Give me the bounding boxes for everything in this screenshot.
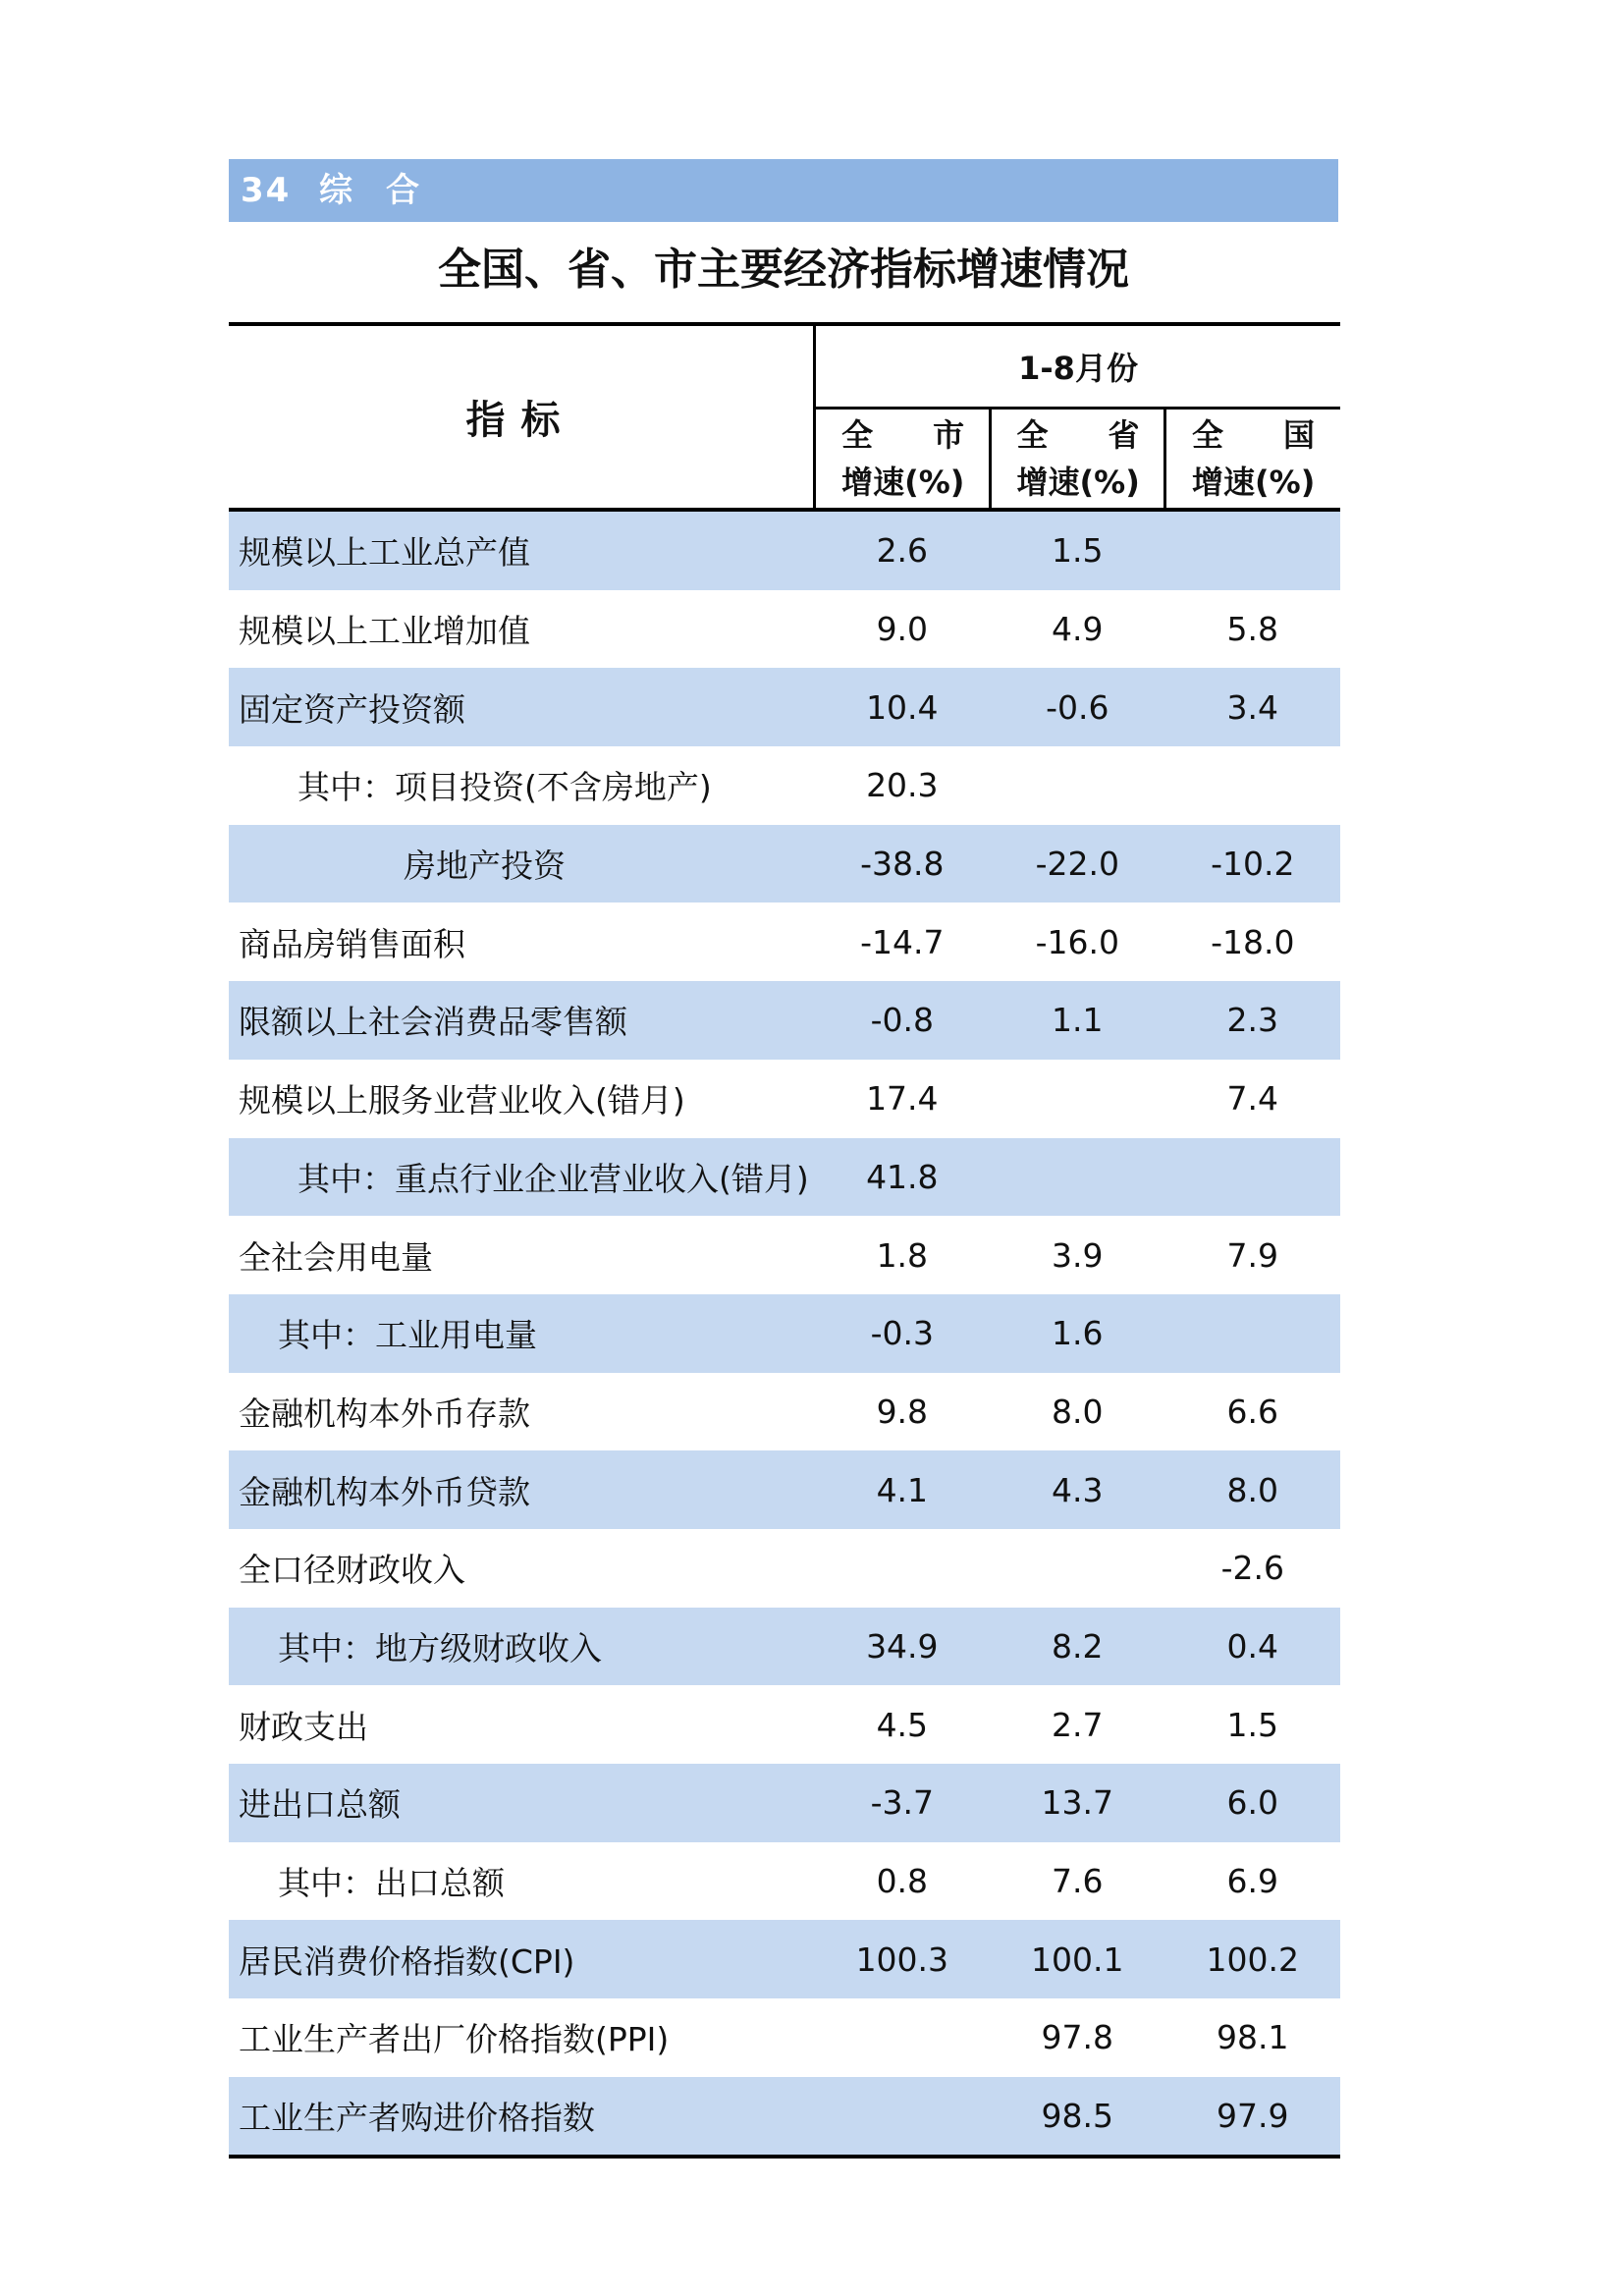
province-value: 1.5 [990, 510, 1164, 590]
table-row [229, 746, 1340, 825]
indicator-name: 商品房销售面积 [239, 924, 465, 963]
section-number: 34 [241, 171, 292, 210]
national-value: 6.0 [1165, 1764, 1340, 1842]
city-value: 0.8 [876, 1862, 929, 1901]
table-row [229, 1920, 1340, 1998]
indicator-name: 规模以上服务业营业收入(错月) [239, 1081, 685, 1121]
table-row [229, 825, 1340, 903]
table-row [229, 1373, 1340, 1451]
indicator-name: 固定资产投资额 [229, 668, 815, 746]
city-value: 20.3 [866, 766, 939, 805]
city-value: -0.8 [815, 981, 990, 1060]
table-row [229, 1450, 1340, 1529]
section-name: 综合 [319, 171, 453, 210]
province-value: 13.7 [990, 1764, 1164, 1842]
national-value: 7.4 [1226, 1079, 1278, 1119]
national-value: 6.9 [1226, 1862, 1278, 1901]
national-value: -18.0 [1211, 922, 1295, 961]
national-value: -10.2 [1165, 825, 1340, 903]
province-value: 97.8 [1041, 2018, 1114, 2057]
city-value: -14.7 [860, 922, 945, 961]
national-value: 1.5 [1226, 1705, 1278, 1744]
national-value: 100.2 [1165, 1920, 1340, 1998]
table-row [229, 1764, 1340, 1842]
indicator-table [229, 322, 1340, 2159]
indicator-name: 全口径财政收入 [239, 1551, 465, 1590]
indicator-column-header: 指标 [229, 324, 815, 510]
indicator-name: 限额以上社会消费品零售额 [229, 981, 815, 1060]
province-value [990, 1138, 1164, 1217]
indicator-name: 房地产投资 [229, 825, 815, 903]
indicator-name: 居民消费价格指数(CPI) [229, 1920, 815, 1998]
city-value: -38.8 [815, 825, 990, 903]
city-value: 100.3 [815, 1920, 990, 1998]
city-value: 4.5 [876, 1705, 929, 1744]
city-value: 9.0 [876, 610, 929, 649]
table-row [229, 590, 1340, 669]
indicator-name: 金融机构本外币存款 [239, 1394, 530, 1433]
province-value: 2.7 [1052, 1705, 1104, 1744]
province-value: 1.6 [990, 1294, 1164, 1373]
city-value: 2.6 [815, 510, 990, 590]
city-value: 41.8 [815, 1138, 990, 1217]
table-title: 全国、省、市主要经济指标增速情况 [438, 245, 1129, 295]
table-row [229, 1060, 1340, 1138]
province-value: 8.0 [1052, 1392, 1104, 1431]
city-value [815, 1998, 990, 2077]
national-value [1165, 510, 1340, 590]
province-value: -0.6 [990, 668, 1164, 746]
section-header-bar [229, 159, 1338, 222]
table-row [229, 1608, 1340, 1686]
province-value: 7.6 [1052, 1862, 1104, 1901]
city-value: 1.8 [876, 1235, 929, 1275]
table-row [229, 668, 1340, 746]
city-value [815, 2077, 990, 2158]
indicator-name: 其中：出口总额 [278, 1864, 505, 1903]
province-value: 8.2 [990, 1608, 1164, 1686]
table-row [229, 1216, 1340, 1294]
table-row [229, 1842, 1340, 1921]
indicator-name: 其中：重点行业企业营业收入(错月) [229, 1138, 815, 1217]
city-value: 4.1 [815, 1450, 990, 1529]
city-value: 10.4 [815, 668, 990, 746]
city-value: -0.3 [815, 1294, 990, 1373]
indicator-name: 其中：地方级财政收入 [229, 1608, 815, 1686]
province-value [990, 746, 1164, 825]
indicator-name: 金融机构本外币贷款 [229, 1450, 815, 1529]
city-column-header: 全 市 增速(%) [815, 409, 990, 511]
national-value: 97.9 [1165, 2077, 1340, 2158]
period-header: 1-8月份 [815, 324, 1340, 409]
city-value: 34.9 [815, 1608, 990, 1686]
province-value: 1.1 [990, 981, 1164, 1060]
city-value: 17.4 [866, 1079, 939, 1119]
province-value [990, 1060, 1164, 1138]
table-row [229, 1529, 1340, 1608]
city-value: 9.8 [876, 1392, 929, 1431]
table-row [229, 1138, 1340, 1217]
national-value: 5.8 [1226, 610, 1278, 649]
city-value [815, 1529, 990, 1608]
province-value: 4.9 [1052, 610, 1104, 649]
province-value: 98.5 [990, 2077, 1164, 2158]
indicator-name: 全社会用电量 [239, 1237, 433, 1277]
national-value: 3.4 [1165, 668, 1340, 746]
national-value: 0.4 [1165, 1608, 1340, 1686]
province-value: 4.3 [990, 1450, 1164, 1529]
national-value: 2.3 [1165, 981, 1340, 1060]
table-row [229, 1685, 1340, 1764]
national-value: 6.6 [1226, 1392, 1278, 1431]
province-value: 100.1 [990, 1920, 1164, 1998]
national-column-header: 全 国 增速(%) [1165, 409, 1340, 511]
national-value [1165, 1138, 1340, 1217]
national-value: 98.1 [1217, 2018, 1289, 2057]
national-value: 8.0 [1165, 1450, 1340, 1529]
indicator-name: 其中：工业用电量 [229, 1294, 815, 1373]
national-value: -2.6 [1220, 1549, 1284, 1588]
national-value [1165, 746, 1340, 825]
province-value: -22.0 [990, 825, 1164, 903]
table-row [229, 902, 1340, 981]
table-row [229, 981, 1340, 1060]
indicator-name: 工业生产者出厂价格指数(PPI) [239, 2020, 670, 2059]
table-row [229, 2077, 1340, 2158]
indicator-name: 规模以上工业增加值 [239, 612, 530, 651]
table-row [229, 1998, 1340, 2077]
province-value: 3.9 [1052, 1235, 1104, 1275]
indicator-name: 其中：项目投资(不含房地产) [298, 768, 712, 807]
province-value [990, 1529, 1164, 1608]
indicator-name: 规模以上工业总产值 [229, 510, 815, 590]
indicator-name: 进出口总额 [229, 1764, 815, 1842]
table-row [229, 510, 1340, 590]
indicator-name: 财政支出 [239, 1707, 368, 1746]
indicator-name: 工业生产者购进价格指数 [229, 2077, 815, 2158]
province-column-header: 全 省 增速(%) [990, 409, 1164, 511]
city-value: -3.7 [815, 1764, 990, 1842]
national-value: 7.9 [1226, 1235, 1278, 1275]
table-row [229, 1294, 1340, 1373]
national-value [1165, 1294, 1340, 1373]
province-value: -16.0 [1035, 922, 1119, 961]
